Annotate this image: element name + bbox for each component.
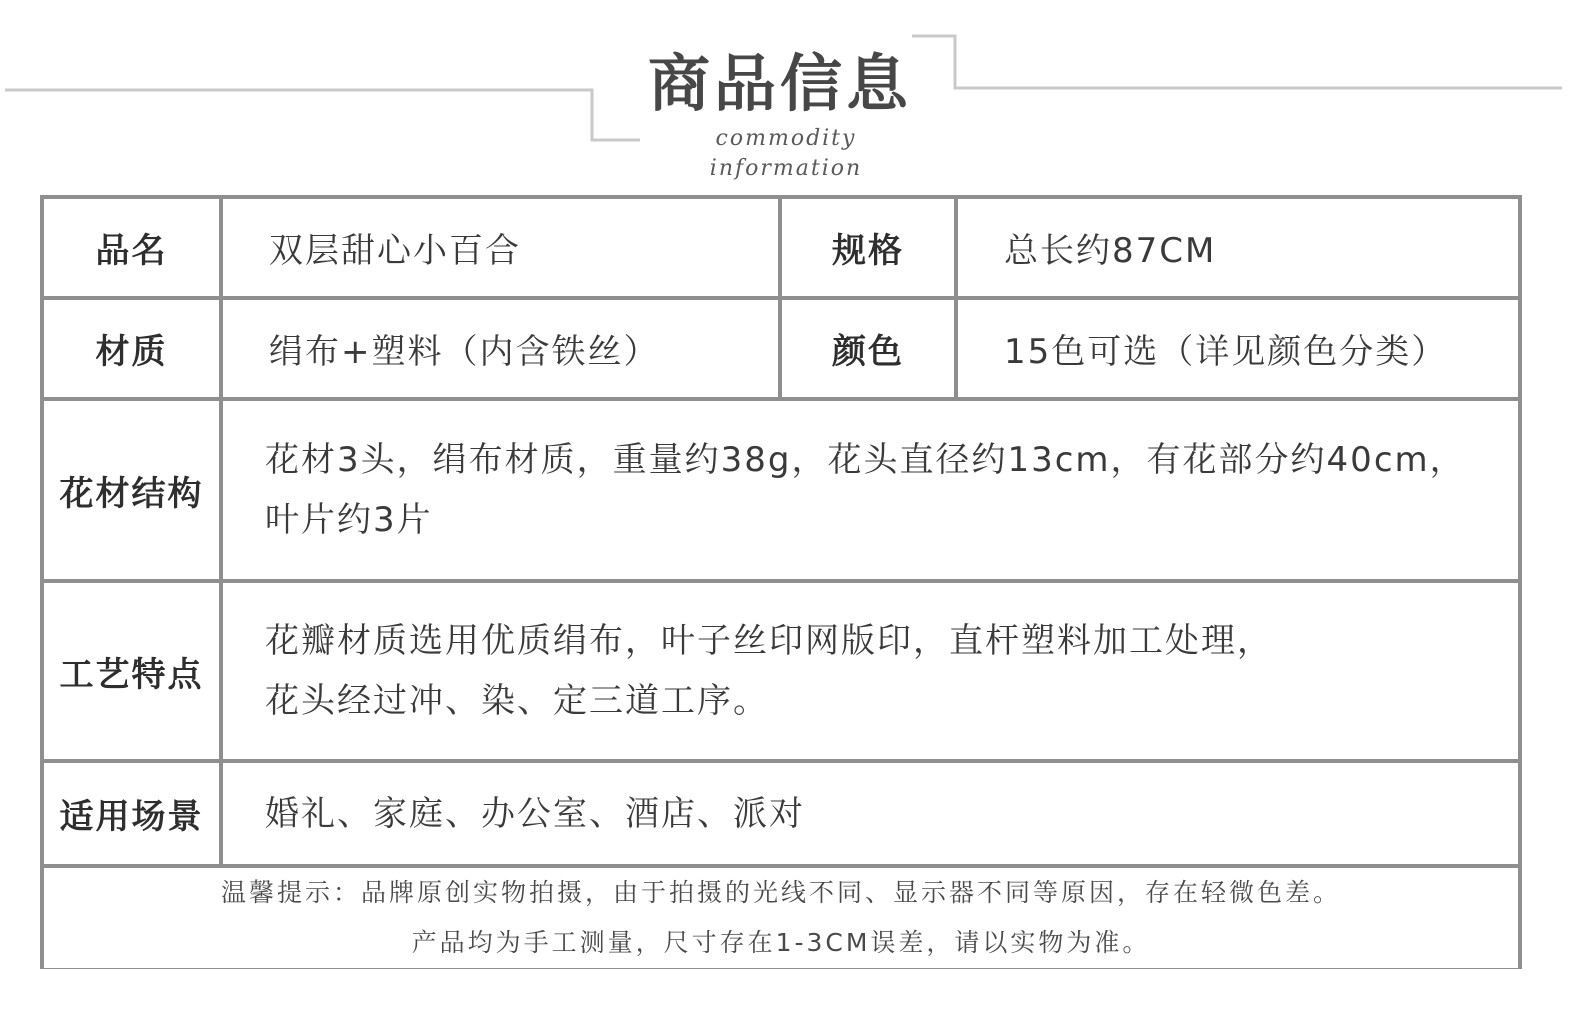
craft-label: 工艺特点 [44, 583, 219, 759]
usage-value: 婚礼、家庭、办公室、酒店、派对 [223, 763, 1518, 864]
craft-line-1: 花瓣材质选用优质绢布，叶子丝印网版印，直杆塑料加工处理， [265, 621, 1273, 661]
size-label: 规格 [782, 199, 954, 296]
color-label: 颜色 [782, 300, 954, 397]
section-header [0, 0, 1580, 180]
structure-label: 花材结构 [44, 401, 219, 579]
craft-line-2: 花头经过冲、染、定三道工序。 [265, 681, 769, 721]
notice-box [44, 868, 1518, 968]
usage-label: 适用场景 [44, 763, 219, 864]
structure-line-1: 花材3头，绢布材质，重量约38g，花头直径约13cm，有花部分约40cm， [265, 440, 1466, 480]
page-subtitle: commodity information [709, 126, 863, 181]
material-label: 材质 [44, 300, 219, 397]
name-value: 双层甜心小百合 [223, 199, 778, 296]
notice-line-2: 产品均为手工测量，尺寸存在1-3CM误差，请以实物为准。 [411, 928, 1151, 957]
craft-value [223, 583, 1518, 759]
notice-line-1: 温馨提示：品牌原创实物拍摄，由于拍摄的光线不同、显示器不同等原因，存在轻微色差。 [220, 878, 1341, 907]
size-value: 总长约87CM [958, 199, 1518, 296]
name-label: 品名 [44, 199, 219, 296]
material-value: 绢布+塑料（内含铁丝） [223, 300, 778, 397]
color-value: 15色可选（详见颜色分类） [958, 300, 1518, 397]
page-title: 商品信息 [647, 47, 912, 120]
product-info-table [40, 195, 1522, 969]
structure-value [223, 401, 1518, 579]
structure-line-2: 叶片约3片 [265, 500, 433, 540]
